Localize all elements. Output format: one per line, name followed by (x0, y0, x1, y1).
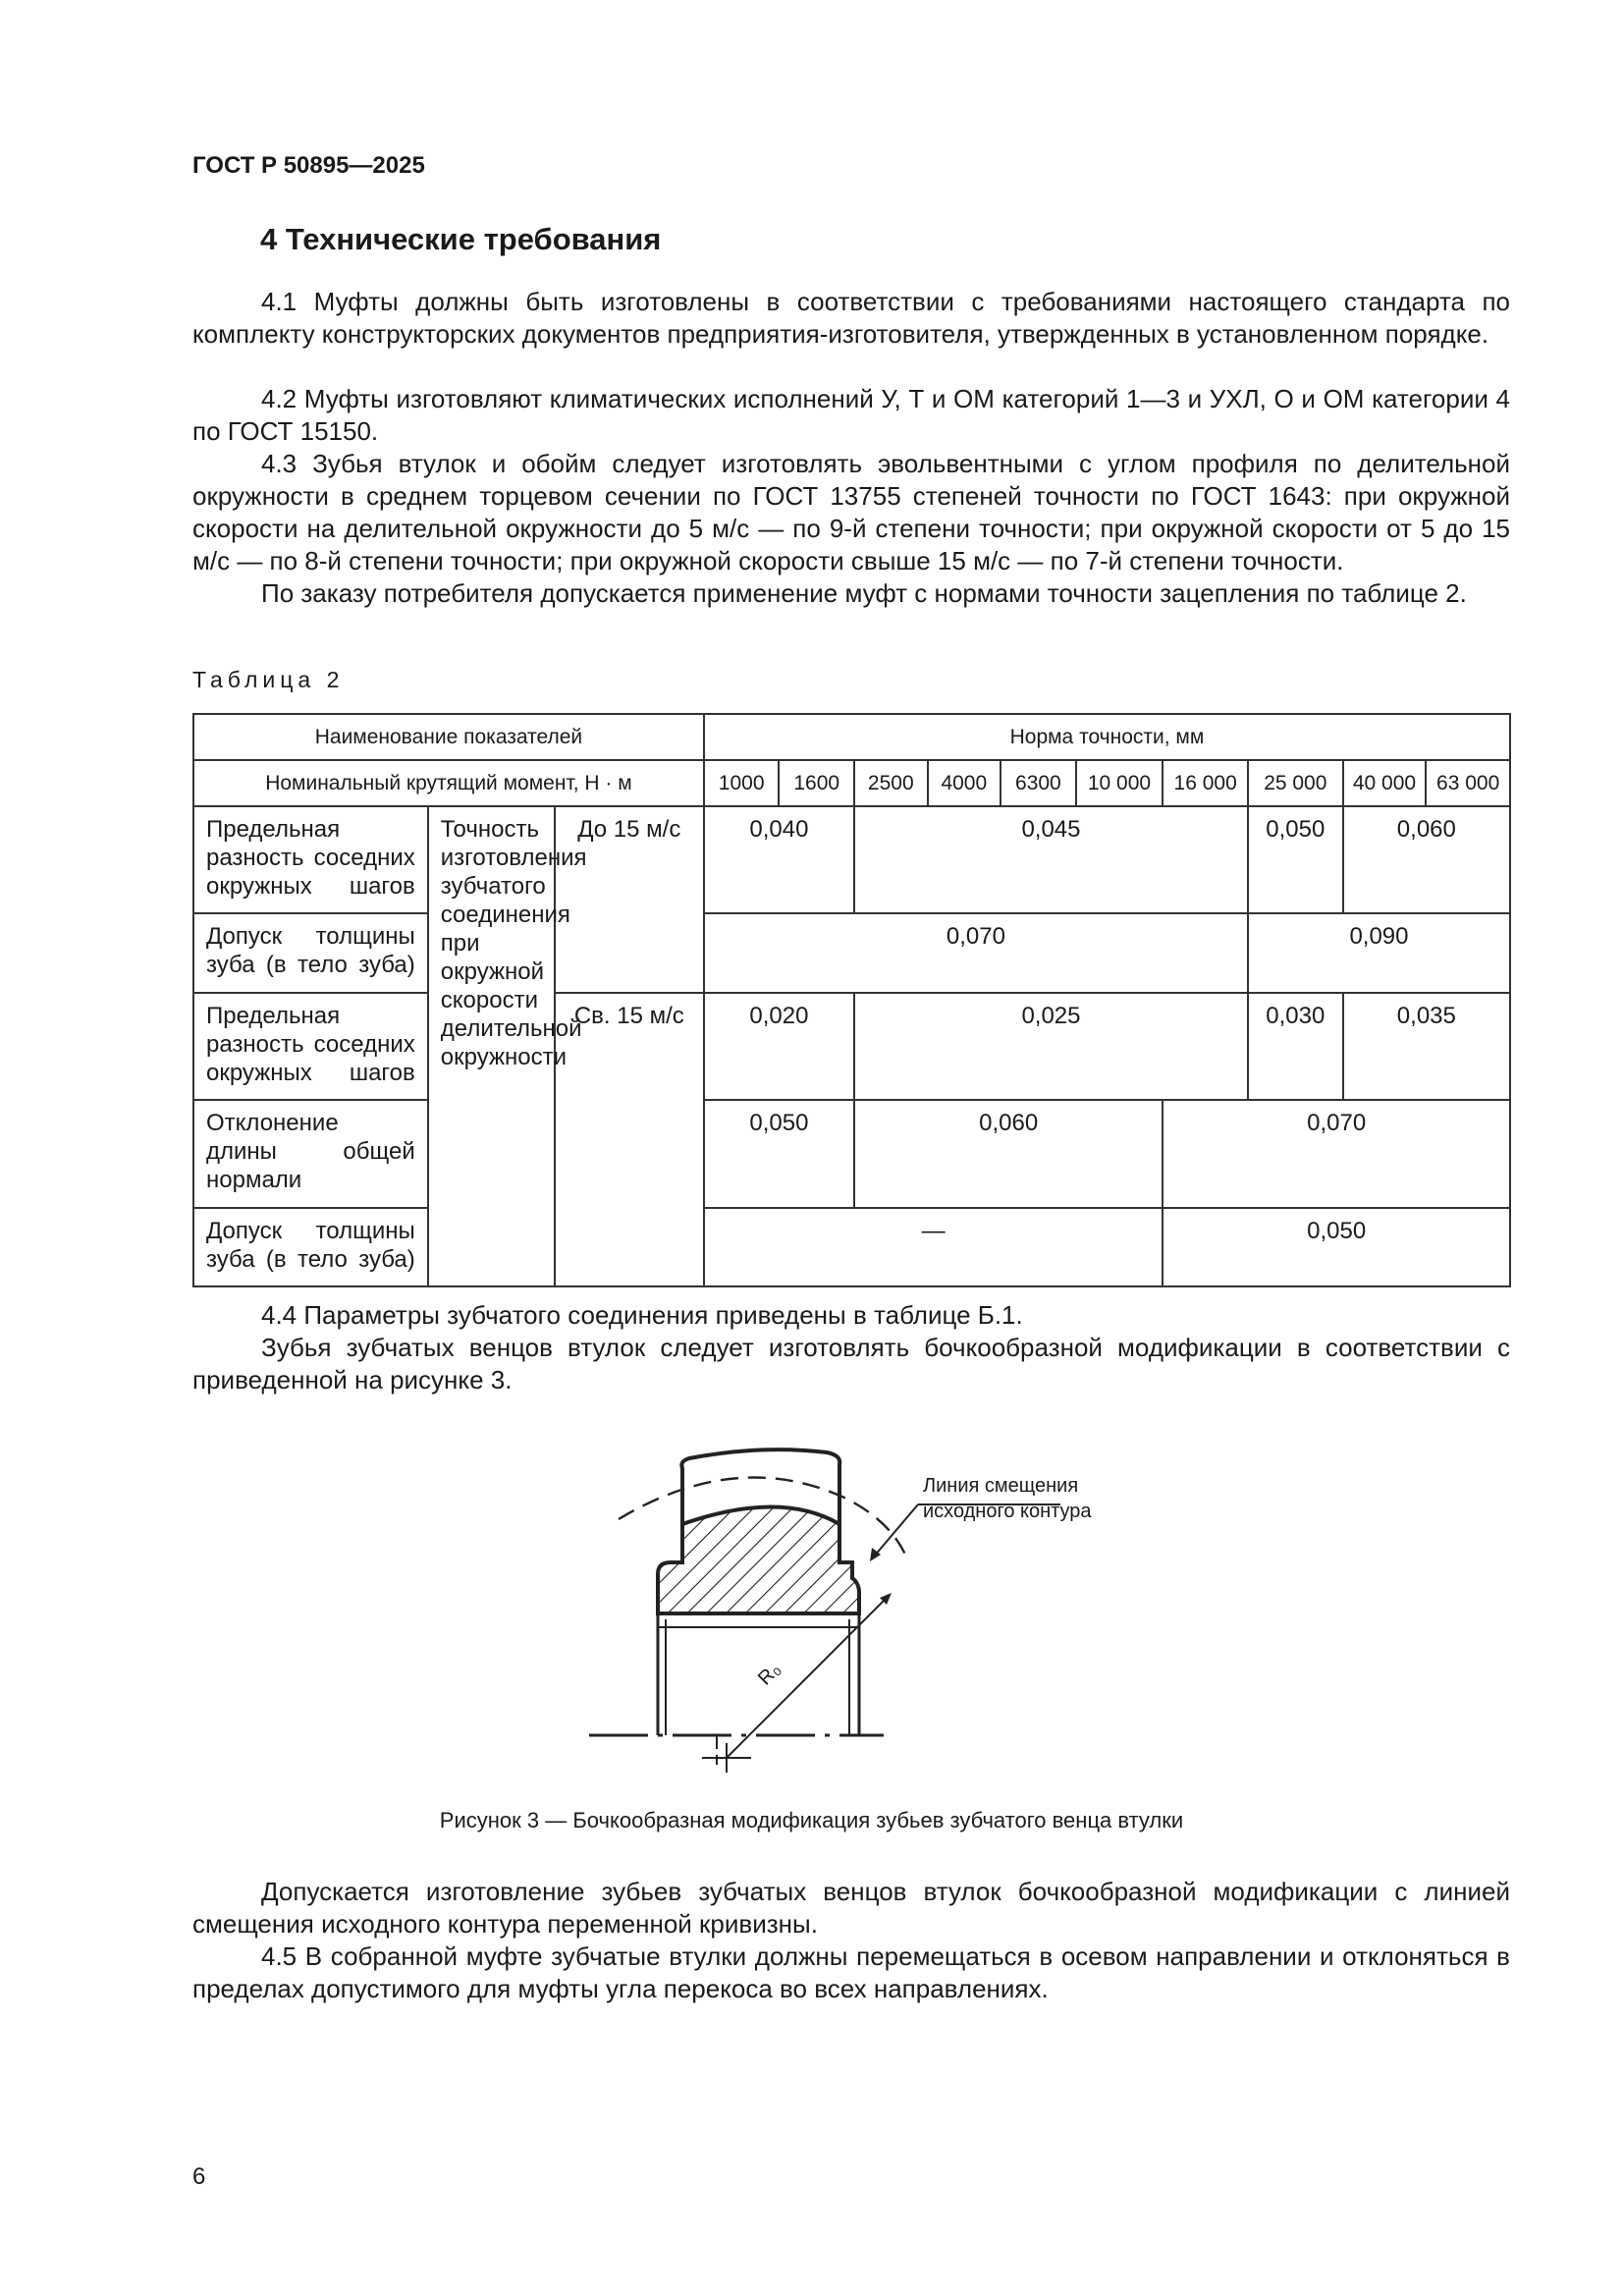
row-label-text: Предельная разность соседних окружных шагов (206, 816, 415, 900)
value-cell (704, 1100, 854, 1208)
header-torque-label: Номинальный крутящий момент, Н · м (193, 760, 704, 806)
value-cell (854, 993, 1248, 1100)
page-number: 6 (192, 2163, 206, 2190)
torque-cell: 40 000 (1343, 760, 1427, 806)
value-text: 0,070 (946, 923, 1005, 950)
value-cell (1163, 1208, 1510, 1286)
torque-cell: 16 000 (1163, 760, 1248, 806)
precision-table (192, 713, 1511, 1287)
torque-cell: 6300 (1001, 760, 1076, 806)
section-title: 4 Технические требования (260, 222, 662, 256)
value-cell (1248, 806, 1343, 913)
value-text: 0,060 (979, 1110, 1039, 1136)
row-label (193, 993, 428, 1100)
row-label (193, 1100, 428, 1208)
value-cell (704, 993, 854, 1100)
speed-label-text: До 15 м/с (577, 816, 681, 843)
torque-cell: 25 000 (1248, 760, 1343, 806)
paragraph-4-4: 4.4 Параметры зубчатого соединения приведены в таблице Б.1. (261, 1300, 1023, 1330)
torque-cell: 1600 (779, 760, 854, 806)
value-cell (854, 806, 1248, 913)
torque-cell: 1000 (704, 760, 780, 806)
row-label-text: Допуск толщины зуба (в тело зуба) (206, 923, 415, 978)
torque-cell: 2500 (854, 760, 928, 806)
value-cell (704, 806, 854, 913)
row-label (193, 806, 428, 913)
leader-label-line2: исходного контура (923, 1501, 1092, 1522)
value-text: 0,040 (749, 816, 809, 843)
torque-cell: 4000 (928, 760, 1001, 806)
paragraph-4-2: 4.2 Муфты изготовляют климатических исполнений У, Т и ОМ категорий 1—3 и УХЛ, О и ОМ категории 4 по ГОСТ 15150. (192, 384, 1510, 446)
figure-caption: Рисунок 3 — Бочкообразная модификация зубьев зубчатого венца втулки (439, 1808, 1184, 1832)
row-label (193, 913, 428, 993)
radius-line (727, 1593, 892, 1758)
value-text: 0,020 (749, 1003, 809, 1029)
speed-label-text: Св. 15 м/с (573, 1003, 684, 1029)
paragraph-4-3: 4.3 Зубья втулок и обойм следует изготовлять эвольвентными с углом профиля по делительной окружности в среднем торцевом сечении по ГОСТ 13755 степеней точности по ГОСТ 1643: при окружной скорости на делительной окружности до 5 м/с — по 9-й степени точности; при окружной скорости от 5 до 15 м/с — по 8-й степени точности; при окружной скорости свыше 15 м/с — по 7-й степени точности. (192, 449, 1510, 575)
value-text: 0,045 (1021, 816, 1081, 843)
value-text: 0,025 (1021, 1003, 1081, 1029)
group-label (428, 806, 587, 1286)
axis-line (589, 1735, 884, 1773)
header-indicators: Наименование показателей (193, 714, 704, 760)
paragraph-4-1: 4.1 Муфты должны быть изготовлены в соответствии с требованиями настоящего стандарта по комплекту конструкторских документов предприятия-изготовителя, утвержденных в установленном порядке. (192, 287, 1510, 349)
value-text: 0,060 (1396, 816, 1456, 843)
table-caption: Таблица 2 (192, 667, 345, 692)
radius-label: R₀ (753, 1658, 785, 1690)
leader-label-line1: Линия смещения (923, 1475, 1079, 1497)
group-label-text: Точность изготовления зубчатого соединения при окружной скорости делительной окружности (440, 816, 587, 1070)
value-text: 0,035 (1396, 1003, 1456, 1029)
value-cell (1343, 806, 1510, 913)
torque-cell: 63 000 (1426, 760, 1510, 806)
row-label-text: Отклонение длины общей нормали (206, 1110, 415, 1193)
value-text: 0,050 (749, 1110, 809, 1136)
value-cell (704, 913, 1248, 993)
value-cell (1163, 1100, 1510, 1208)
value-cell (704, 1208, 1163, 1286)
value-text: 0,050 (1307, 1218, 1367, 1244)
value-text: 0,070 (1307, 1110, 1367, 1136)
value-cell (1248, 913, 1510, 993)
speed-label (555, 806, 704, 993)
row-label-text: Предельная разность соседних окружных шагов (206, 1003, 415, 1086)
row-label (193, 1208, 428, 1286)
value-cell (1343, 993, 1510, 1100)
paragraph-4-3-order: По заказу потребителя допускается применение муфт с нормами точности зацепления по таблице 2. (261, 578, 1467, 608)
value-cell (854, 1100, 1163, 1208)
torque-cell: 10 000 (1076, 760, 1163, 806)
paragraph-4-4-modification: Зубья зубчатых венцов втулок следует изготовлять бочкообразной модификации в соответствии с приведенной на рисунке 3. (192, 1333, 1510, 1394)
paragraph-4-5: 4.5 В собранной муфте зубчатые втулки должны перемещаться в осевом направлении и отклоняться в пределах допустимого для муфты угла перекоса во всех направлениях. (192, 1941, 1510, 2003)
value-text: — (921, 1218, 946, 1244)
value-text: 0,030 (1266, 1003, 1325, 1029)
document-code: ГОСТ Р 50895—2025 (192, 152, 425, 179)
paragraph-allowance: Допускается изготовление зубьев зубчатых венцов втулок бочкообразной модификации с линией смещения исходного контура переменной кривизны. (192, 1877, 1510, 1939)
value-text: 0,050 (1266, 816, 1325, 843)
header-norm: Норма точности, мм (704, 714, 1510, 760)
figure-3-drawing (579, 1429, 1129, 1782)
value-text: 0,090 (1349, 923, 1409, 950)
value-cell (1248, 993, 1343, 1100)
row-label-text: Допуск толщины зуба (в тело зуба) (206, 1218, 415, 1273)
